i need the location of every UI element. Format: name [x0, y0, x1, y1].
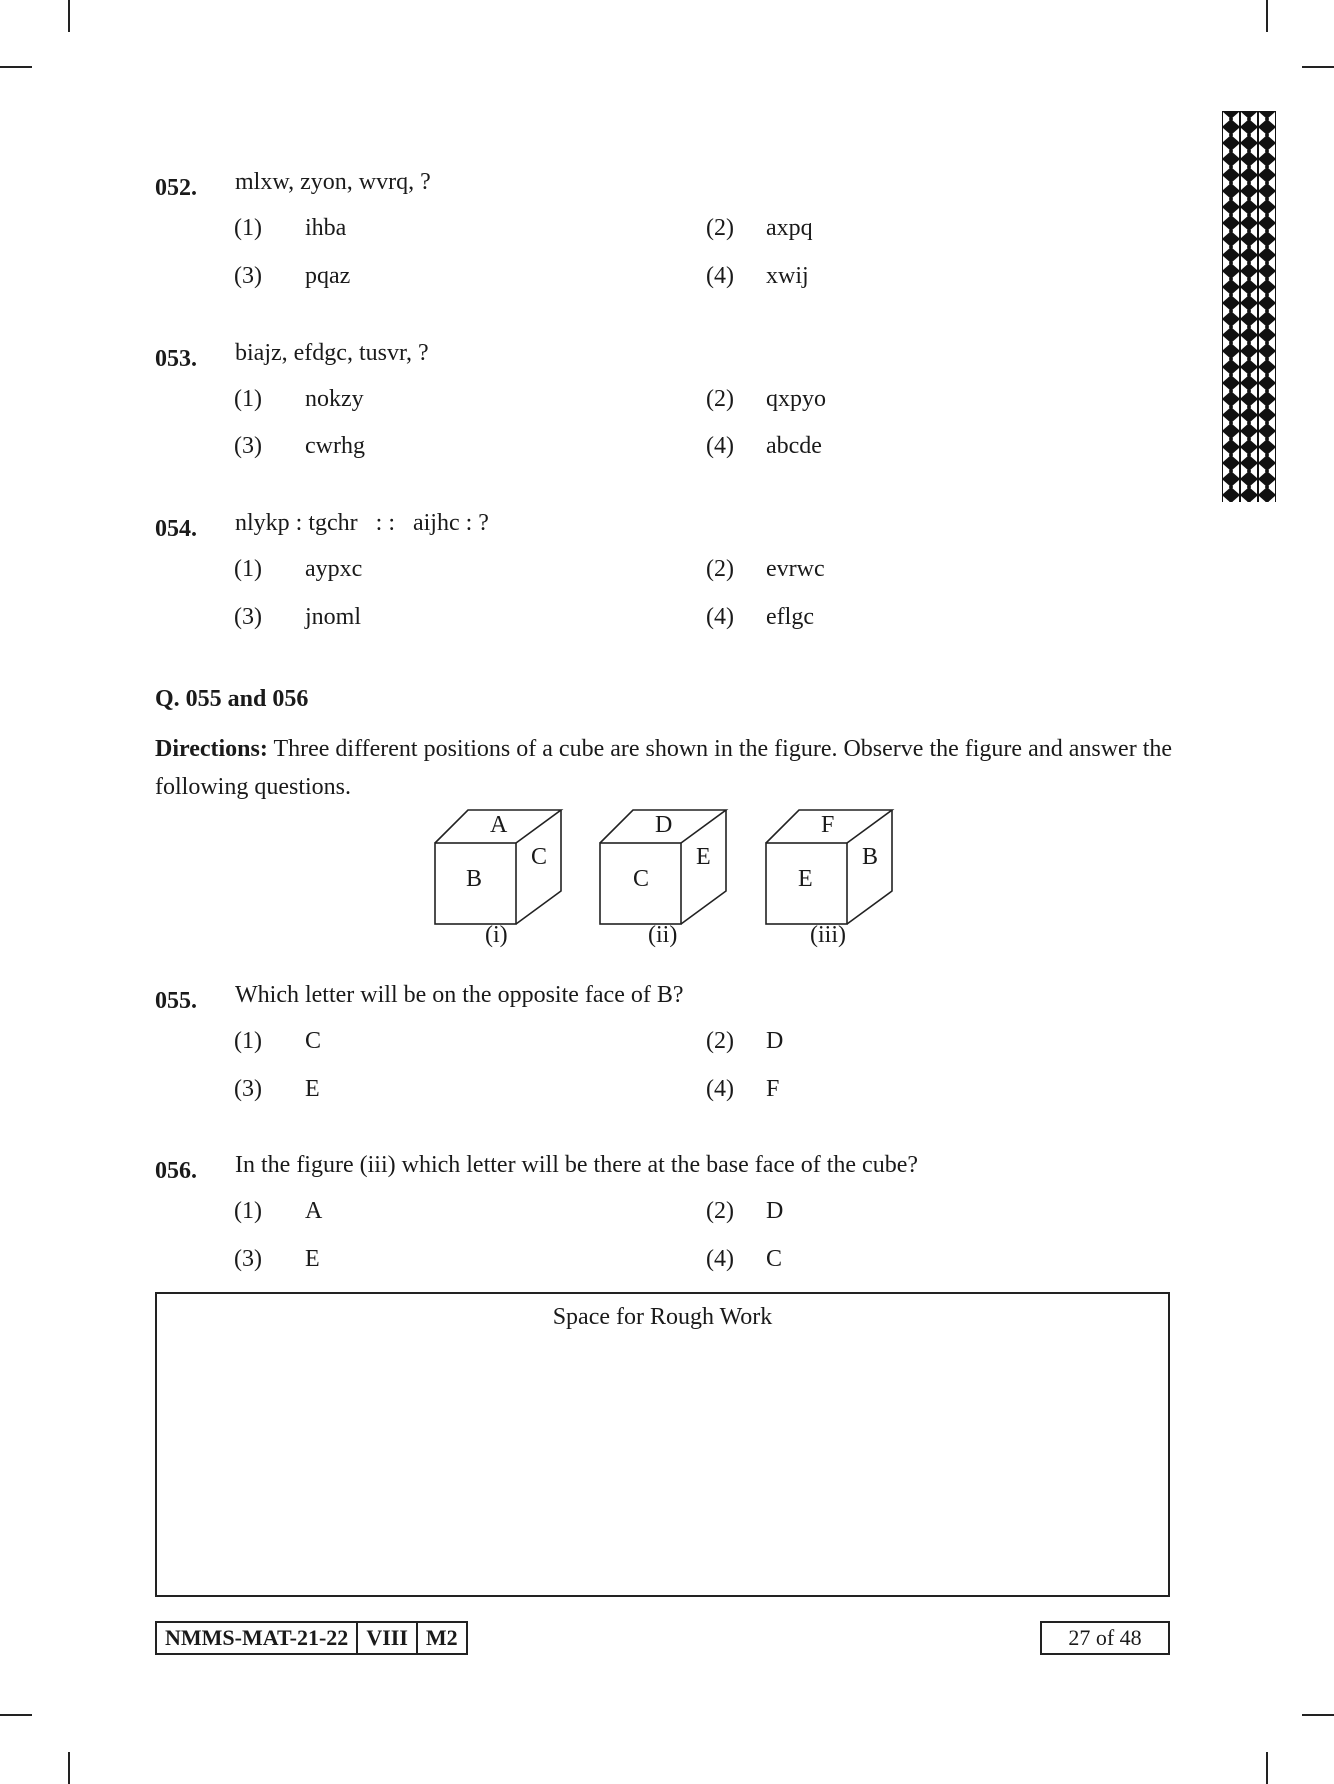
rough-work-box	[155, 1292, 1170, 1597]
decorative-pattern-strip	[1222, 111, 1276, 502]
crop-mark	[1302, 1714, 1334, 1716]
option-text: aypxc	[305, 556, 363, 582]
option-text: A	[305, 1198, 323, 1224]
cube-i-top-letter: A	[490, 812, 508, 838]
option-number: (2)	[706, 1198, 734, 1224]
option-text: C	[766, 1246, 783, 1272]
option-number: (2)	[706, 215, 734, 241]
option-text: D	[766, 1028, 784, 1054]
crop-mark	[1302, 66, 1334, 68]
question-text: mlxw, zyon, wvrq, ?	[235, 169, 431, 195]
option-text: cwrhg	[305, 433, 365, 459]
option-text: jnoml	[305, 604, 362, 630]
crop-mark	[1266, 0, 1268, 32]
directions	[155, 730, 1175, 806]
footer-code-box	[155, 1621, 468, 1655]
option-number: (1)	[234, 1198, 262, 1224]
crop-mark	[0, 1714, 32, 1716]
question-text: Which letter will be on the opposite face of B?	[235, 982, 684, 1008]
option-number: (4)	[706, 433, 734, 459]
option-number: (3)	[234, 263, 262, 289]
option-text: xwij	[766, 263, 809, 289]
option-text: D	[766, 1198, 784, 1224]
cube-i-label: (i)	[485, 922, 508, 948]
crop-mark	[0, 66, 32, 68]
option-number: (1)	[234, 386, 262, 412]
cube-iii-top-letter: F	[821, 812, 835, 838]
cube-ii-label: (ii)	[648, 922, 678, 948]
question-number: 056.	[155, 1158, 197, 1184]
question-number: 052.	[155, 175, 197, 201]
option-number: (1)	[234, 556, 262, 582]
cube-ii-front-letter: C	[633, 866, 650, 892]
cube-ii-top-letter: D	[655, 812, 673, 838]
option-text: eflgc	[766, 604, 814, 630]
option-number: (2)	[706, 1028, 734, 1054]
cube-ii-side-letter: E	[696, 844, 711, 870]
option-number: (1)	[234, 215, 262, 241]
cube-i-front-letter: B	[466, 866, 483, 892]
crop-mark	[68, 1752, 70, 1784]
question-number: 055.	[155, 988, 197, 1014]
option-number: (1)	[234, 1028, 262, 1054]
option-text: axpq	[766, 215, 813, 241]
option-number: (3)	[234, 604, 262, 630]
question-number: 054.	[155, 516, 197, 542]
option-number: (2)	[706, 556, 734, 582]
footer-medium: M2	[416, 1623, 466, 1653]
option-number: (4)	[706, 1076, 734, 1102]
option-number: (2)	[706, 386, 734, 412]
rough-work-title: Space for Rough Work	[552, 1304, 773, 1330]
option-number: (4)	[706, 604, 734, 630]
option-number: (4)	[706, 263, 734, 289]
question-text: In the figure (iii) which letter will be there at the base face of the cube?	[235, 1152, 919, 1178]
section-heading: Q. 055 and 056	[155, 686, 309, 712]
cube-i-side-letter: C	[531, 844, 548, 870]
cube-iii-front-letter: E	[798, 866, 813, 892]
footer-page-number: 27 of 48	[1040, 1621, 1170, 1655]
option-text: ihba	[305, 215, 347, 241]
option-number: (3)	[234, 433, 262, 459]
crop-mark	[1266, 1752, 1268, 1784]
option-text: nokzy	[305, 386, 364, 412]
question-text: nlykp : tgchr : : aijhc : ?	[235, 510, 489, 536]
directions-text: Three different positions of a cube are shown in the figure. Observe the figure and answer the following questions.	[155, 736, 1173, 800]
option-number: (4)	[706, 1246, 734, 1272]
option-text: abcde	[766, 433, 822, 459]
option-text: qxpyo	[766, 386, 826, 412]
option-text: evrwc	[766, 556, 825, 582]
option-number: (3)	[234, 1076, 262, 1102]
cube-iii-side-letter: B	[862, 844, 879, 870]
question-number: 053.	[155, 346, 197, 372]
crop-mark	[68, 0, 70, 32]
cube-iii-label: (iii)	[810, 922, 846, 948]
option-text: E	[305, 1246, 320, 1272]
option-text: E	[305, 1076, 320, 1102]
option-text: F	[766, 1076, 780, 1102]
footer-paper-code: NMMS-MAT-21-22	[165, 1625, 349, 1650]
option-text: pqaz	[305, 263, 351, 289]
option-text: C	[305, 1028, 322, 1054]
directions-label: Directions:	[155, 736, 268, 762]
footer-class: VIII	[356, 1623, 416, 1653]
option-number: (3)	[234, 1246, 262, 1272]
question-text: biajz, efdgc, tusvr, ?	[235, 340, 429, 366]
